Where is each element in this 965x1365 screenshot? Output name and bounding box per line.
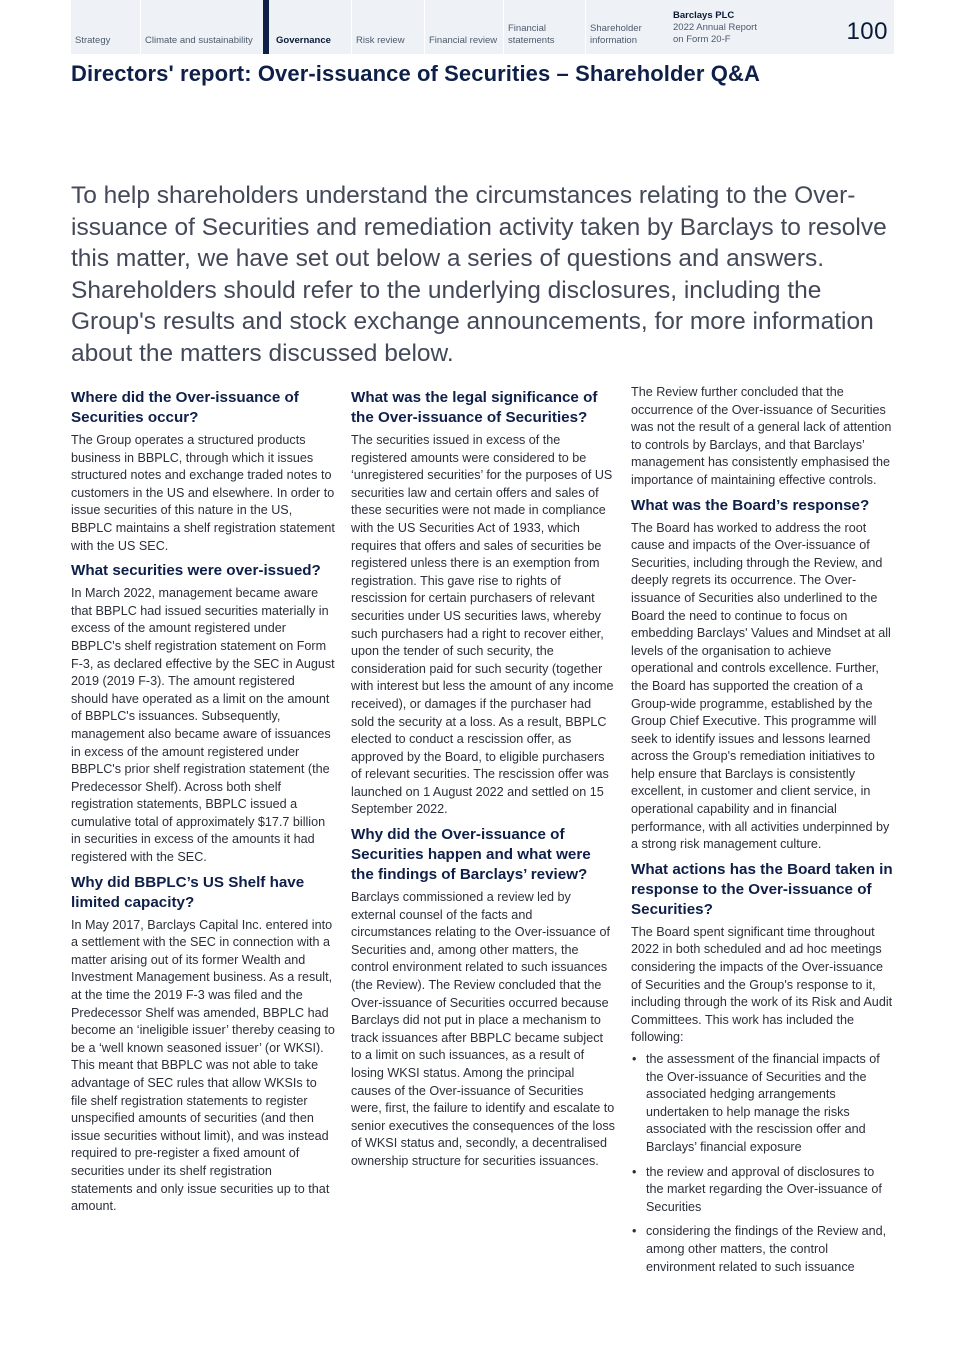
question-heading: What securities were over-issued? [71,562,321,580]
page-number: 100 [846,18,888,45]
question-heading: Where did the Over-issuance of Securities occur? [71,389,299,426]
tab-climate-and-sustainability[interactable]: Climate and sustainability [140,0,263,54]
tab-governance[interactable]: Governance [263,0,351,54]
answer-paragraph: In March 2022, management became aware that BBPLC had issued securities materially in excess of the amount registered under BBPLC's shelf registration statement on Form F-3, as declared effective by the SEC in August 2019 (2019 F-3). The amount registered should have operated as a limit on the amount of BBPLC's issuances. Subsequently, management also became aware of issuances in excess of the amount registered under BBPLC's prior shelf registration statement (the Predecessor Shelf). Across both shelf registration statements, BBPLC issued a cumulative total of approximately $17.7 billion in securities in excess of the amounts it had registered with the SEC. [71,586,335,865]
answer-paragraph: The Board spent significant time throughout 2022 in both scheduled and ad hoc meetings considering the impacts of the Over-issuance of Securities and the Group's response to it, including through the work of its Risk and Audit Committees. This work has included the following: [631,924,893,1045]
section-nav [71,0,894,54]
column-2 [351,384,615,1175]
page-title: Directors' report: Over-issuance of Securities – Shareholder Q&A [71,61,760,86]
column-1 [71,384,335,1220]
tab-financial-statements[interactable]: Financial statements [503,0,585,54]
answer-paragraph: Barclays commissioned a review led by external counsel of the facts and circumstances relating to the Over-issuance of Securities and, among other matters, the control environment related to such issuances (the Review). The Review concluded that the Over-issuance of Securities occurred because Barclays did not put in place a mechanism to track issuances after BBPLC became subject to a limit on such issuances, as a result of losing WKSI status. Among the principal causes of the Over-issuance of Securities were, first, the failure to identify and escalate to senior executives the consequences of the loss of WKSI status and, secondly, a decentralised ownership structure for securities issuances. [351,890,615,1168]
question-heading: Why did BBPLC’s US Shelf have limited capacity? [71,873,305,911]
answer-paragraph: In May 2017, Barclays Capital Inc. entered into a settlement with the SEC in connection with a matter arising out of its former Wealth and Investment Management business. As a result, at the time the 2019 F-3 was filed and the Predecessor Shelf was amended, BBPLC had become an ‘ineligible issuer’ thereby ceasing to be a ‘well known seasoned issuer’ (or WKSI). This meant that BBPLC was not able to take advantage of SEC rules that allow WKSIs to file shelf registration statements to register unspecified amounts of securities (and then issue securities without limit), and was instead required to pre-register a fixed amount of securities under its shelf registration statements and only issue securities up to that amount. [71,917,335,1214]
column-3 [631,384,895,1283]
answer-paragraph: The Board has worked to address the root cause and impacts of the Over-issuance of Securities, including through the Review, and deeply regrets its occurrence. The Over-issuance of Securities also underlined to the Board the need to continue to focus on embedding Barclays' Values and Mindset at all levels of the organisation to achieve operational and controls excellence. Further, the Board has supported the creation of a Group-wide programme, established by the Group Chief Executive. This programme will seek to identify issues and lessons learned across the Group's remediation initiatives to help ensure that Barclays is consistently excellent, in customer and client service, in operational capability and in financial performance, with all activities underpinned by a strong risk management culture. [631,520,891,852]
board-actions-list [631,1051,895,1276]
list-item: • the assessment of the financial impacts of the Over-issuance of Securities and the associated hedging arrangements undertaken to help manage the risks associated with the rescission offer and Barclays’ financial exposure [631,1051,895,1157]
question-heading: Why did the Over-issuance of Securities happen and what were the findings of Barclays’ review? [351,826,591,884]
report-info [667,0,894,54]
question-heading: What was the legal significance of the Over-issuance of Securities? [351,389,598,426]
question-heading: What actions has the Board taken in response to the Over-issuance of Securities? [631,860,893,918]
report-brand: Barclays PLC [673,10,735,21]
tab-financial-review[interactable]: Financial review [424,0,503,54]
tab-shareholder-information[interactable]: Shareholder information [585,0,667,54]
tab-strategy[interactable]: Strategy [75,35,111,46]
answer-paragraph: The Review further concluded that the occurrence of the Over-issuance of Securities was not the result of a general lack of attention to controls by Barclays, and that Barclays’ management has consistently emphasised the importance of maintaining effective controls. [631,385,892,487]
list-item: • the review and approval of disclosures to the market regarding the Over-issuance of Securities [631,1164,895,1217]
answer-paragraph: The Group operates a structured products business in BBPLC, through which it issues structured notes and exchange traded notes to customers in the US and elsewhere. In order to issue securities of this nature in the US, BBPLC maintains a shelf registration statement with the US SEC. [71,433,335,553]
intro-paragraph: To help shareholders understand the circumstances relating to the Over-issuance of Securities and remediation activity taken by Barclays to resolve this matter, we have set out below a series of questions and answers. Shareholders should refer to the underlying disclosures, including the Group's results and stock exchange announcements, for more information about the matters discussed below. [71,182,887,367]
tab-risk-review[interactable]: Risk review [351,0,424,54]
question-heading: What was the Board’s response? [631,496,870,514]
report-subtitle: 2022 Annual Report on Form 20-F [673,22,757,45]
list-item: • considering the findings of the Review and, among other matters, the control environment related to such issuance [631,1223,895,1276]
answer-paragraph: The securities issued in excess of the registered amounts were considered to be ‘unregistered securities’ for the purposes of US securities law and certain offers and sales of these securities were not made in compliance with the US Securities Act of 1933, which requires that offers and sales of securities be registered unless there is an exemption from registration. This gave rise to rights of rescission for certain purchasers of relevant securities under US securities laws, whereby such purchasers had a right to recover either, upon the tender of such security, the consideration paid for such security (together with interest but less the amount of any income received), or damages if the purchaser had sold the security at a loss. As a result, BBPLC elected to conduct a rescission offer, as approved by the Board, to eligible purchasers of relevant securities. The rescission offer was launched on 1 August 2022 and settled on 15 September 2022. [351,433,614,817]
